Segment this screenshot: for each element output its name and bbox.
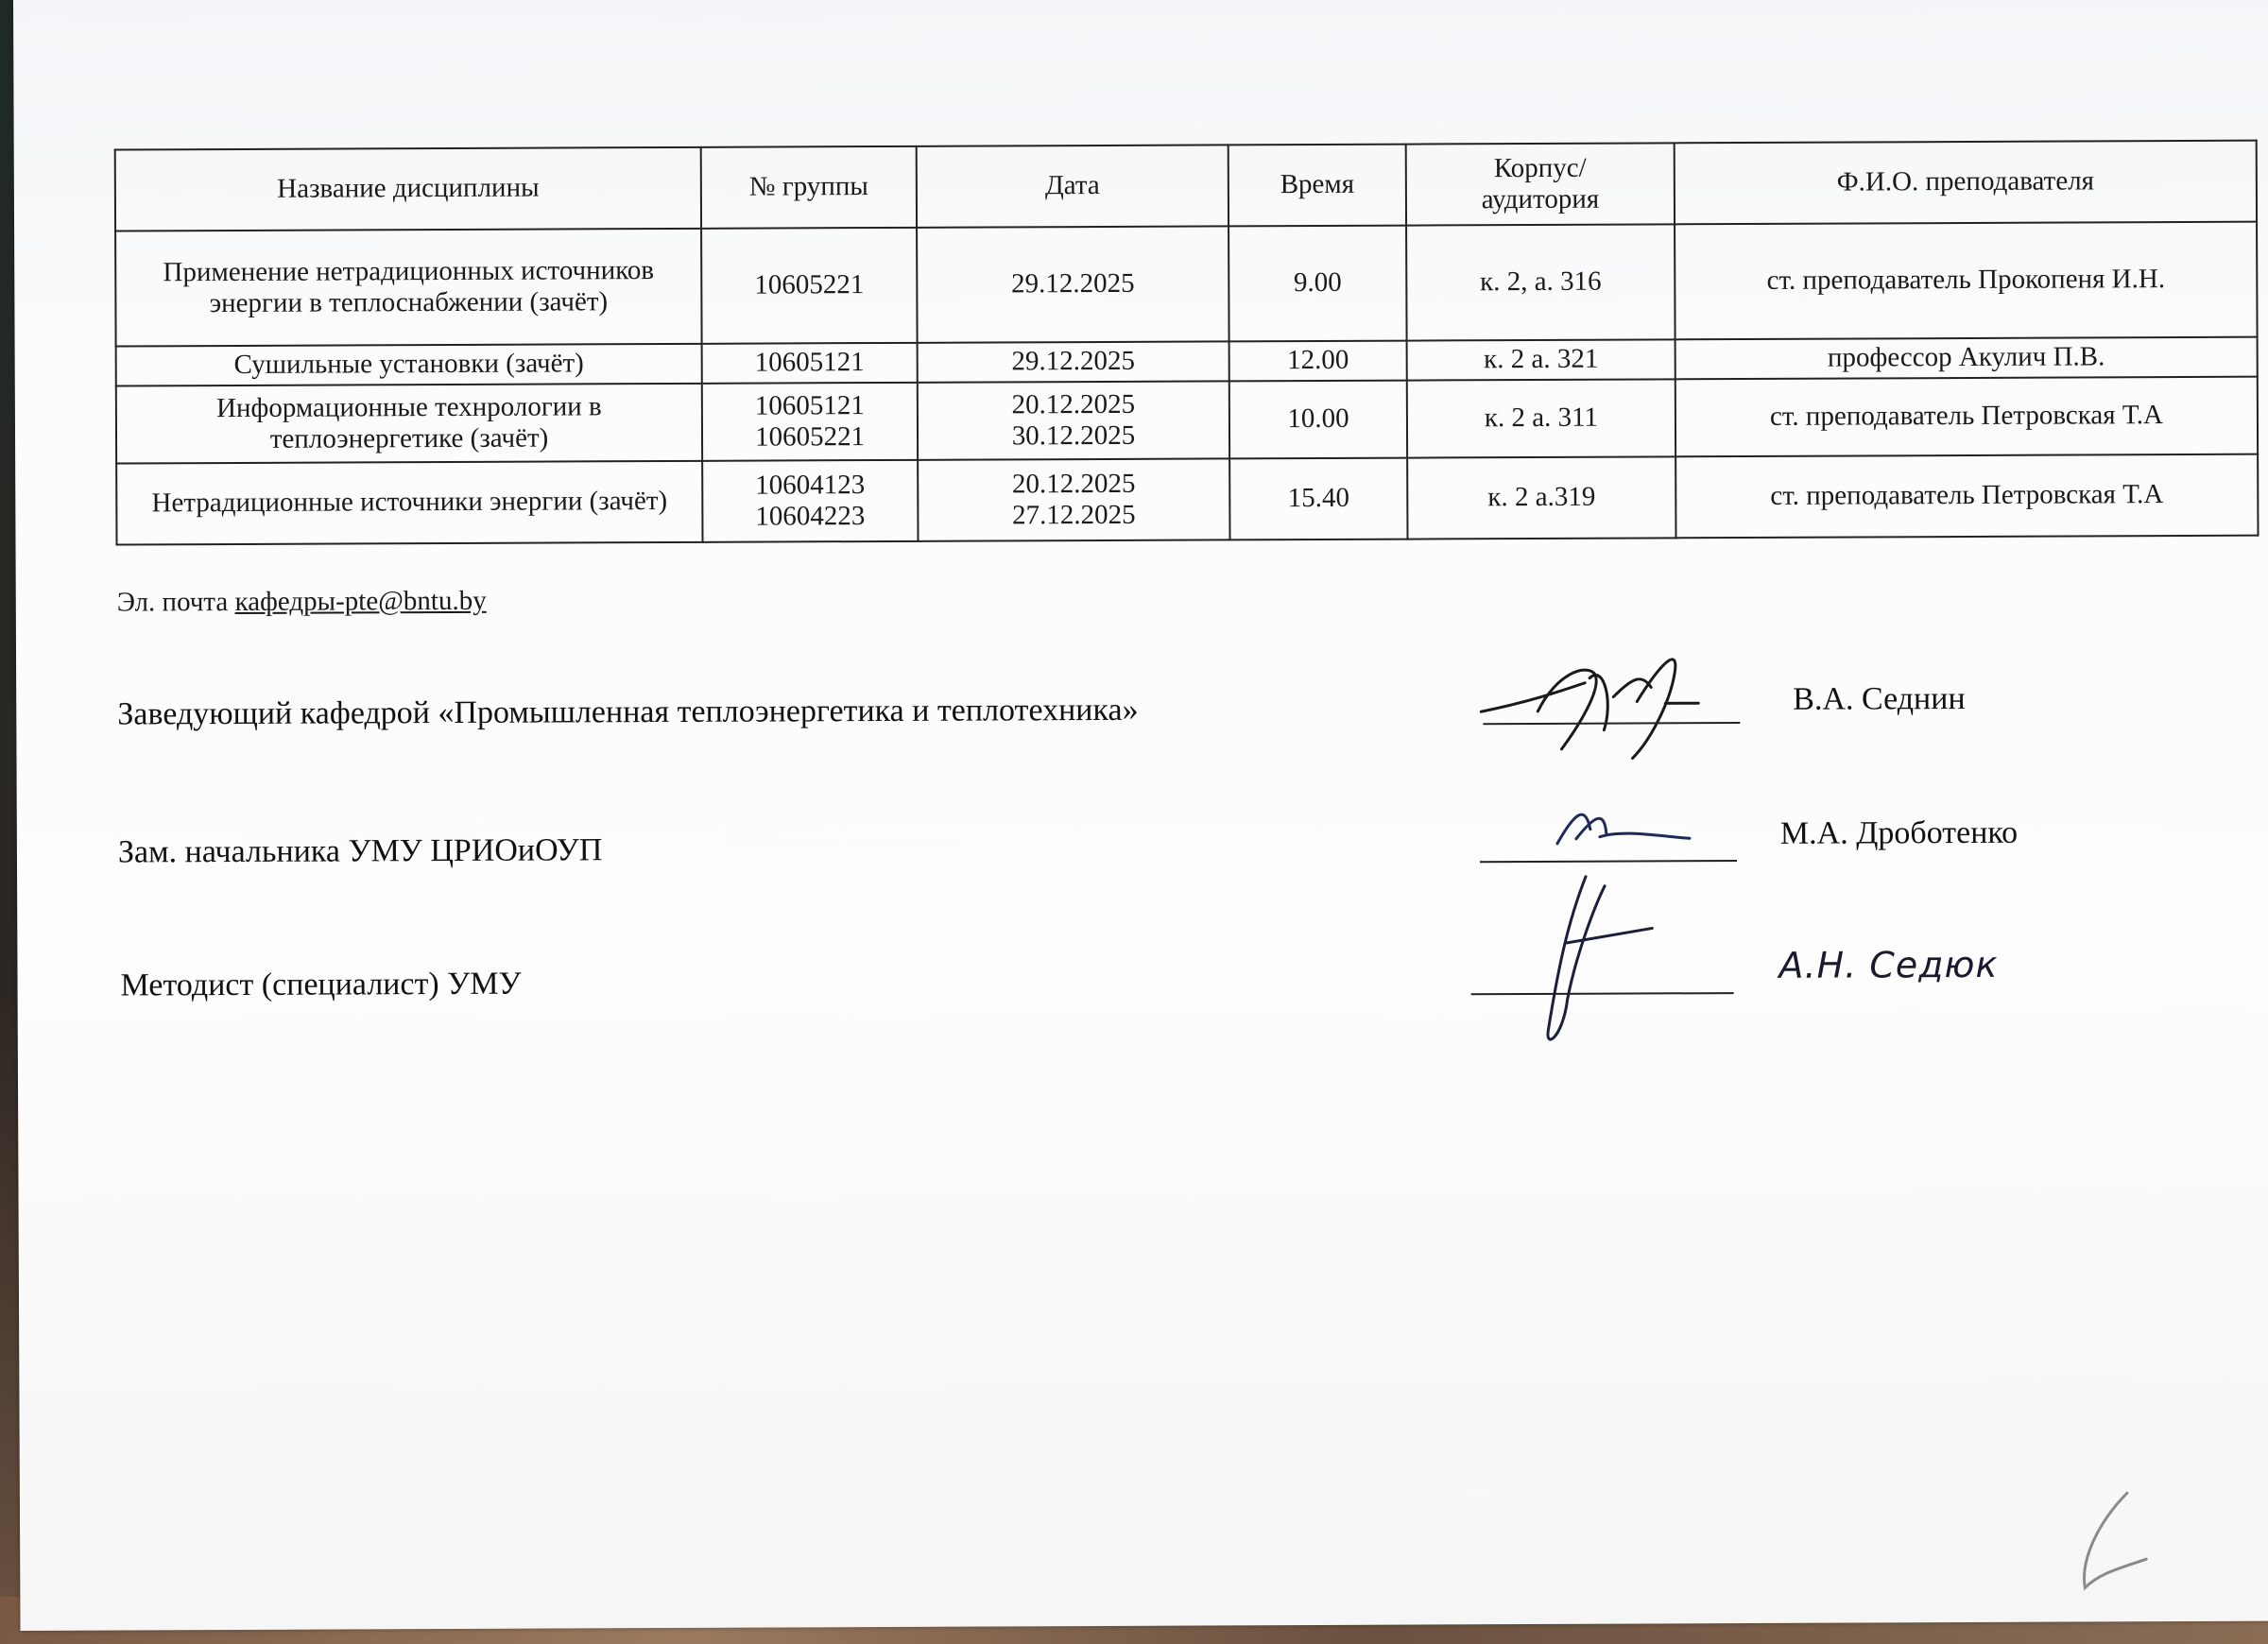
signature-scribble-icon: [1510, 866, 1662, 1056]
header-time: Время: [1228, 145, 1406, 227]
cell-room: к. 2, а. 316: [1406, 224, 1675, 340]
signature-scribble-icon: [1471, 644, 1737, 768]
cell-time: 10.00: [1229, 381, 1407, 459]
cell-teacher: ст. преподаватель Петровская Т.А: [1675, 454, 2258, 539]
cell-group: 10605121: [702, 343, 918, 384]
signer-name-handwritten: А.Н. Седюк: [1778, 943, 1999, 986]
cell-date: 29.12.2025: [917, 226, 1229, 342]
email-label: Эл. почта: [116, 587, 229, 618]
cell-teacher: профессор Акулич П.В.: [1675, 337, 2258, 380]
signature-scribble-icon: [1548, 800, 1709, 858]
header-group: № группы: [701, 146, 917, 229]
cell-date: [918, 458, 1229, 540]
header-date: Дата: [917, 145, 1228, 227]
cell-group: 10605221: [701, 228, 918, 344]
signature-line: [1480, 860, 1737, 863]
table-row: [116, 377, 2258, 464]
email-line: [117, 586, 487, 619]
signature-position-head: Заведующий кафедрой «Промышленная теплоэнергетика и теплотехника»: [117, 692, 1139, 732]
group-number: 10604123: [755, 469, 866, 501]
table-header-row: [115, 141, 2257, 231]
signer-name: В.А. Седнин: [1793, 680, 1966, 717]
signer-name: М.А. Дроботенко: [1779, 814, 2019, 851]
cell-teacher: ст. преподаватель Прокопеня И.Н.: [1675, 222, 2258, 340]
cell-discipline: Сушильные установки (зачёт): [116, 344, 702, 386]
exam-schedule-table: [114, 140, 2259, 546]
signature-position-methodist: Методист (специалист) УМУ: [120, 966, 522, 1003]
email-link[interactable]: кафедры-pte@bntu.by: [234, 585, 487, 617]
cell-room: к. 2 а.319: [1407, 456, 1675, 539]
date-value: 27.12.2025: [1012, 499, 1136, 531]
cell-time: 15.40: [1229, 458, 1407, 540]
group-number: 10605121: [754, 389, 865, 421]
table-row: [116, 454, 2258, 545]
cell-time: 9.00: [1228, 226, 1407, 342]
cell-group: [702, 460, 918, 542]
cell-room: к. 2 а. 321: [1407, 339, 1675, 380]
signature-position-deputy: Зам. начальника УМУ ЦРИОиОУП: [117, 832, 603, 870]
group-number: 10604223: [755, 501, 866, 532]
date-value: 20.12.2025: [1011, 388, 1136, 420]
cell-discipline: Информационные технрологии в теплоэнергетике (зачёт): [116, 384, 702, 464]
cell-date: 29.12.2025: [918, 341, 1229, 382]
cell-room: к. 2 а. 311: [1407, 379, 1675, 457]
cell-discipline: Применение нетрадиционных источников энергии в теплоснабжении (зачёт): [115, 229, 702, 347]
document-page: [13, 0, 2268, 1631]
cell-group: [702, 383, 918, 461]
cell-teacher: ст. преподаватель Петровская Т.А: [1675, 377, 2258, 457]
header-room: Корпус/ аудитория: [1406, 143, 1675, 225]
date-value: 30.12.2025: [1011, 420, 1136, 452]
cell-time: 12.00: [1229, 341, 1407, 382]
table-row: [115, 222, 2258, 347]
date-value: 20.12.2025: [1011, 468, 1136, 500]
cell-date: [918, 381, 1229, 459]
handwritten-mark-icon: [2061, 1483, 2156, 1606]
cell-discipline: Нетрадиционные источники энергии (зачёт): [116, 461, 702, 545]
group-number: 10605221: [754, 421, 866, 453]
header-teacher: Ф.И.О. преподавателя: [1675, 141, 2257, 225]
header-discipline: Название дисциплины: [115, 147, 701, 231]
